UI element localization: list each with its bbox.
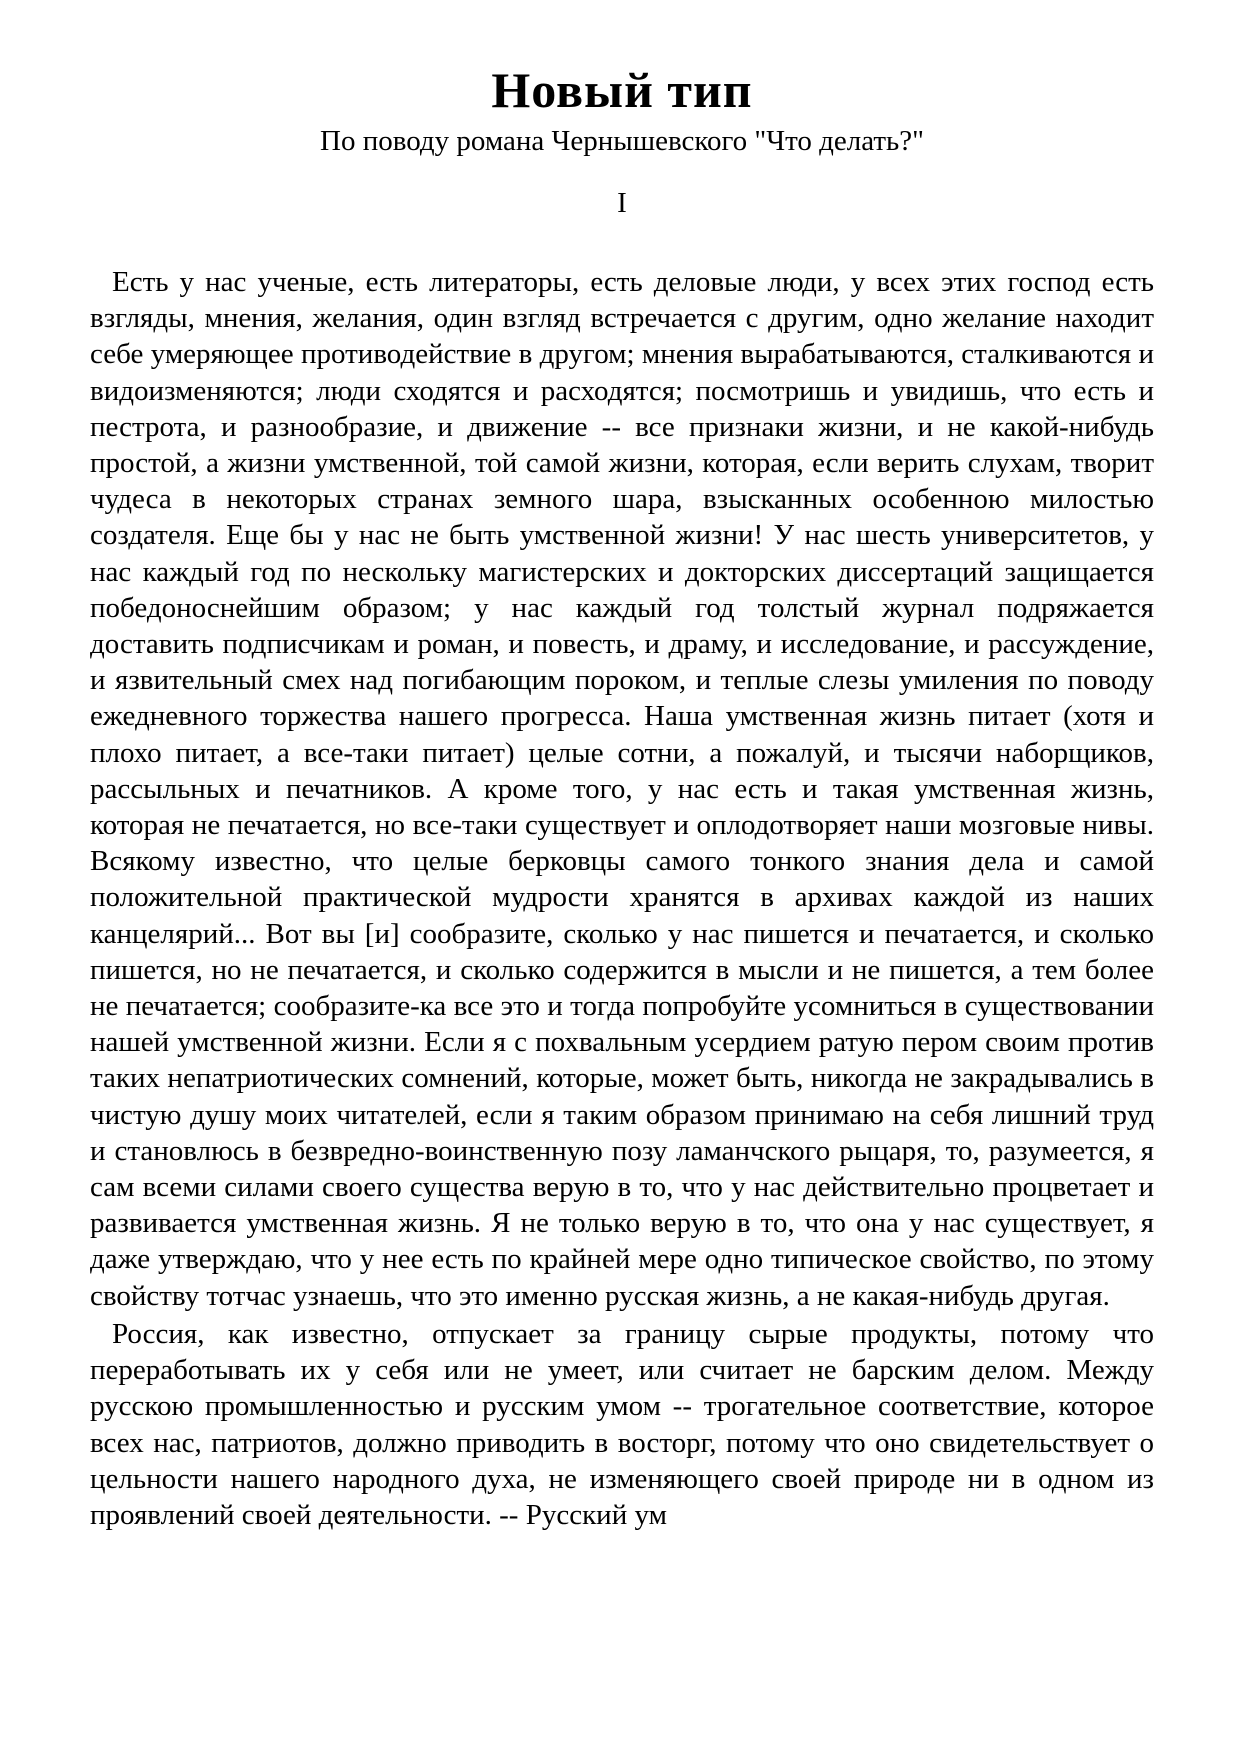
document-page [90, 58, 1154, 1533]
paragraph: Есть у нас ученые, есть литераторы, есть деловые люди, у всех этих господ есть взгляды, мнения, желания, один взгляд встречается с другим, одно желание находит себе умеряющее противодействие в другом; мнения вырабатываются, сталкиваются и видоизменяются; люди сходятся и расходятся; посмотришь и увидишь, что есть и пестрота, и разнообразие, и движение -- все признаки жизни, и не какой-нибудь простой, а жизни умственной, той самой жизни, которая, если верить слухам, творит чудеса в некоторых странах земного шара, взысканных особенною милостью создателя. Еще бы у нас не быть умственной жизни! У нас шесть университетов, у нас каждый год по нескольку магистерских и докторских диссертаций защищается победоноснейшим образом; у нас каждый год толстый журнал подряжается доставить подписчикам и роман, и повесть, и драму, и исследование, и рассуждение, и язвительный смех над погибающим пороком, и теплые слезы умиления по поводу ежедневного торжества нашего прогресса. Наша умственная жизнь питает (хотя и плохо питает, а все-таки питает) целые сотни, а пожалуй, и тысячи наборщиков, рассыльных и печатников. А кроме того, у нас есть и такая умственная жизнь, которая не печатается, но все-таки существует и оплодотворяет наши мозговые нивы. Всякому известно, что целые берковцы самого тонкого знания дела и самой положительной практической мудрости хранятся в архивах каждой из наших канцелярий... Вот вы [и] сообразите, сколько у нас пишется и печатается, и сколько пишется, но не печатается, и сколько содержится в мысли и не пишется, а тем более не печатается; сообразите-ка все это и тогда попробуйте усомниться в существовании нашей умственной жизни. Если я с похвальным усердием ратую пером своим против таких непатриотических сомнений, которые, может быть, никогда не закрадывались в чистую душу моих читателей, если я таким образом принимаю на себя лишний труд и становлюсь в безвредно-воинственную позу ламанчского рыцаря, то, разумеется, я сам всеми силами своего существа верую в то, что у нас действительно процветает и развивается умственная жизнь. Я не только верую в то, что она у нас существует, я даже утверждаю, что у нее есть по крайней мере одно типическое свойство, по этому свойству тотчас узнаешь, что это именно русская жизнь, а не какая-нибудь другая. [90, 266, 1154, 1312]
page-title: Новый тип [491, 62, 753, 118]
paragraph: Россия, как известно, отпускает за границу сырые продукты, потому что переработывать их у себя или не умеет, или считает не барским делом. Между русскою промышленностью и русским умом -- трогательное соответствие, которое всех нас, патриотов, должно приводить в восторг, потому что оно свидетельствует о цельности нашего народного духа, не изменяющего своей природе ни в одном из проявлений своей деятельности. -- Русский ум [90, 1317, 1154, 1531]
body-text [90, 264, 1154, 1533]
page-subtitle: По поводу романа Чернышевского "Что делать?" [320, 125, 924, 157]
chapter-number: I [617, 187, 627, 219]
